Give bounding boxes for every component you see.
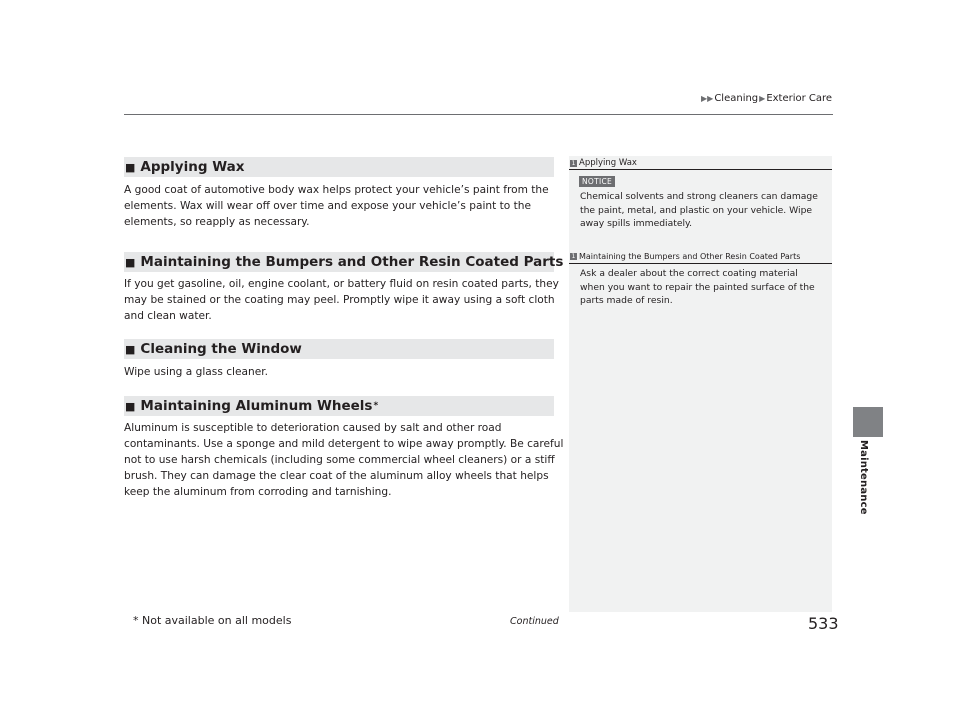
note-text-bumpers: Ask a dealer about the correct coating material when you want to repair the painted surface of the parts made of resin. — [580, 268, 815, 306]
heading-square-icon: ■ — [125, 342, 136, 356]
note-title-bumpers: 1 Maintaining the Bumpers and Other Resin Coated Parts — [571, 252, 801, 261]
note-divider — [569, 263, 832, 264]
section-heading-aluminum-wheels: ■ Maintaining Aluminum Wheels * — [124, 396, 554, 416]
note-title-applying-wax: 1 Applying Wax — [571, 158, 637, 168]
header-divider — [124, 114, 833, 115]
section-text-aluminum-wheels: Aluminum is susceptible to deterioration caused by salt and other road contaminants. Use a sponge and mild detergent to wipe away promptly. Be careful not to use harsh chemicals (including some commercial wheel cleaners) or a stiff brush. They can damage the clear coat of the aluminum alloy wheels that helps keep the aluminum from corroding and tarnishing. — [124, 422, 564, 498]
note-marker-icon: 1 — [571, 159, 576, 167]
section-heading-bumpers: ■ Maintaining the Bumpers and Other Resin Coated Parts — [125, 254, 564, 270]
breadcrumb-item-exterior-care[interactable]: Exterior Care — [766, 93, 833, 104]
heading-square-icon: ■ — [125, 255, 136, 269]
section-heading-applying-wax: ■ Applying Wax — [124, 157, 554, 177]
breadcrumb-arrow-icon: ▶▶ — [701, 94, 714, 103]
heading-square-icon: ■ — [125, 160, 136, 174]
breadcrumb — [700, 93, 832, 104]
page-number: 533 — [808, 614, 839, 633]
footnote: * Not available on all models — [133, 614, 292, 627]
section-heading-window: ■ Cleaning the Window — [124, 339, 554, 359]
breadcrumb-arrow-icon: ▶ — [759, 94, 766, 103]
notice-badge: NOTICE — [579, 176, 615, 187]
section-text-bumpers: If you get gasoline, oil, engine coolant, or battery fluid on resin coated parts, they may be stained or the coating may peel. Promptly wipe it away using a soft cloth and clean water. — [124, 278, 559, 322]
chapter-tab-label: Maintenance — [858, 440, 869, 515]
heading-square-icon: ■ — [125, 399, 136, 413]
note-text-applying-wax: Chemical solvents and strong cleaners can damage the paint, metal, and plastic on your vehicle. Wipe away spills immediately. — [580, 191, 818, 229]
breadcrumb-item-cleaning[interactable]: Cleaning — [714, 93, 759, 104]
continued-label: Continued — [510, 616, 559, 627]
section-text-window: Wipe using a glass cleaner. — [124, 366, 268, 378]
chapter-tab-marker — [853, 407, 883, 437]
footnote-asterisk: * — [373, 401, 379, 411]
section-text-applying-wax: A good coat of automotive body wax helps protect your vehicle’s paint from the elements. Wax will wear off over time and expose your vehicle’s paint to the elements, so reapply as necessary. — [124, 184, 549, 228]
note-divider — [569, 169, 832, 170]
note-marker-icon: 1 — [571, 253, 576, 260]
